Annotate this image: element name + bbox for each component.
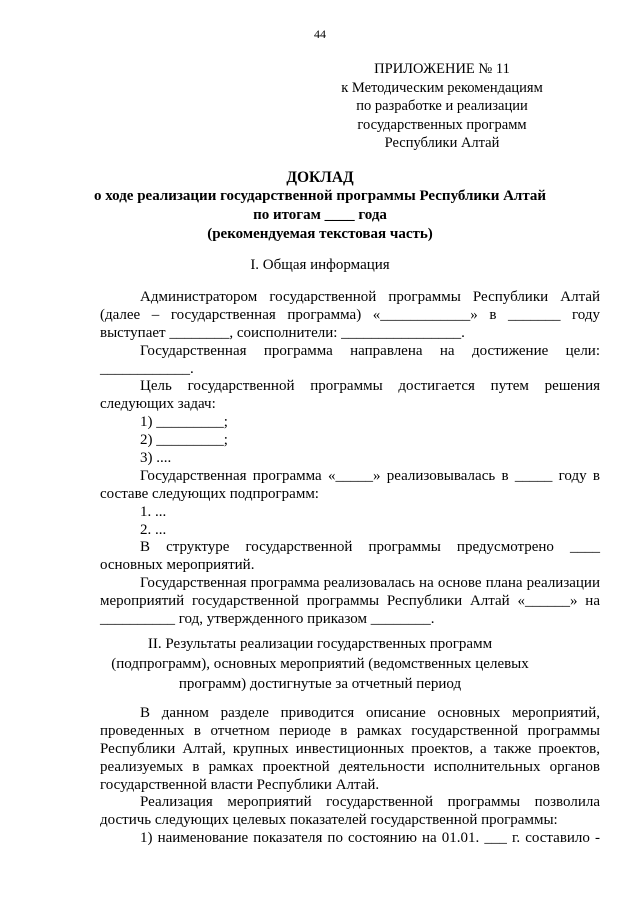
paragraph-line: Государственная программа направлена на достижение цели:	[140, 342, 600, 359]
appendix-line: государственных программ	[357, 116, 527, 133]
title-line: ДОКЛАД	[286, 169, 354, 186]
list-item: 1. ...	[140, 503, 167, 520]
paragraph-line: основных мероприятий.	[100, 557, 255, 574]
section1-body	[100, 289, 600, 629]
section2-heading-line: II. Результаты реализации государственных программ	[147, 636, 493, 652]
section2-heading-line: (подпрограмм), основных мероприятий (ведомственных целевых	[111, 656, 529, 672]
paragraph-line: мероприятий государственной программы Республики Алтай «______» на	[100, 593, 600, 610]
paragraph-line: составе следующих подпрограмм:	[100, 485, 319, 502]
document-title	[60, 168, 580, 244]
paragraph-line: Государственная программа «_____» реализовывалась в _____ году в	[140, 467, 600, 484]
paragraph-line: __________ год, утвержденного приказом ________.	[100, 611, 435, 628]
section2-body	[100, 705, 600, 848]
paragraph-line: проведенных в отчетном периоде в рамках государственной программы	[100, 722, 600, 739]
list-item: 2) _________;	[140, 432, 228, 449]
paragraph-line: реализуемых в рамках проектной деятельности исполнительных органов	[100, 758, 600, 775]
paragraph-line: В данном разделе приводится описание основных мероприятий,	[140, 705, 600, 721]
paragraph-line: ____________.	[100, 360, 194, 377]
appendix-line: по разработке и реализации	[356, 98, 528, 114]
appendix-line: к Методическим рекомендациям	[341, 79, 543, 96]
paragraph-line: Государственная программа реализовалась на основе плана реализации	[140, 575, 600, 592]
paragraph-line: выступает ________, соисполнители: ________________.	[100, 324, 465, 341]
paragraph-line: Администратором государственной программы Республики Алтай	[140, 289, 600, 305]
appendix-line: ПРИЛОЖЕНИЕ № 11	[374, 61, 510, 77]
paragraph-line: 1) наименование показателя по состоянию на 01.01. ___ г. составило -	[140, 830, 600, 847]
section2-heading	[60, 634, 580, 694]
paragraph-line: Цель государственной программы достигается путем решения	[140, 378, 600, 395]
paragraph-line: Реализация мероприятий государственной программы позволила	[140, 794, 600, 811]
appendix-header	[312, 60, 572, 153]
paragraph-line: государственной власти Республики Алтай.	[100, 776, 380, 793]
paragraph-line: (далее – государственная программа) «____________» в _______ году	[100, 306, 600, 323]
paragraph-line: В структуре государственной программы предусмотрено ____	[140, 539, 600, 556]
title-line: (рекомендуемая текстовая часть)	[207, 226, 433, 242]
list-item: 2. ...	[140, 521, 167, 538]
section1-heading: I. Общая информация	[250, 257, 390, 273]
title-line: о ходе реализации государственной программы Республики Алтай	[93, 188, 547, 204]
page-number: 44	[314, 27, 326, 41]
appendix-line: Республики Алтай	[384, 135, 500, 151]
list-item: 1) _________;	[140, 414, 228, 431]
title-line: по итогам ____ года	[253, 207, 387, 223]
list-item: 3) ....	[140, 450, 172, 467]
section2-heading-line: программ) достигнутые за отчетный период	[178, 676, 462, 692]
paragraph-line: достичь следующих целевых показателей государственной программы:	[100, 812, 558, 829]
paragraph-line: Республики Алтай, крупных инвестиционных проектов, а также проектов,	[100, 740, 600, 757]
paragraph-line: следующих задач:	[100, 396, 216, 413]
